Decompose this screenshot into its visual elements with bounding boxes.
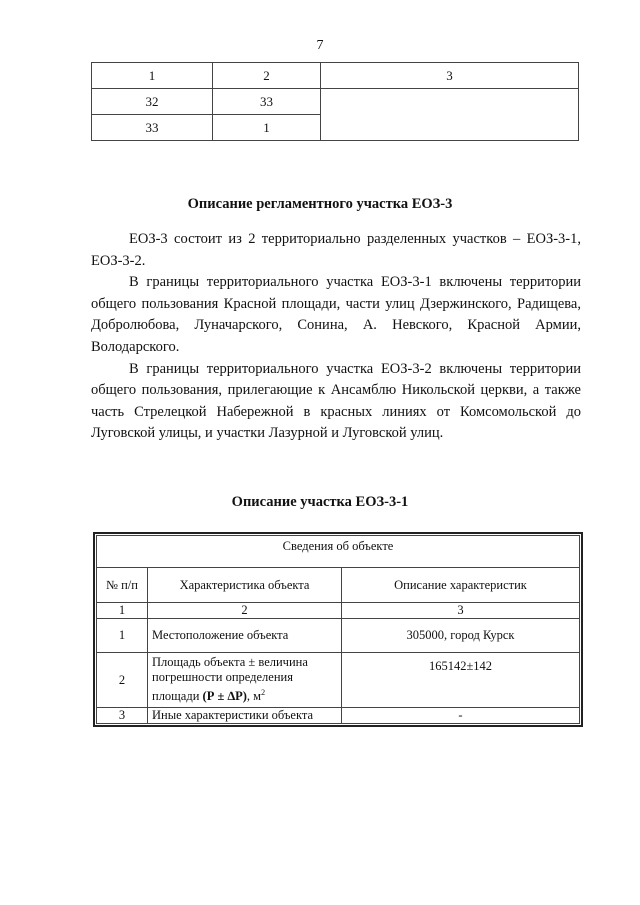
table-cell: 3 bbox=[321, 63, 579, 89]
continuation-table bbox=[91, 62, 579, 141]
subsection-title: Описание участка ЕОЗ-3-1 bbox=[231, 494, 409, 510]
column-header: Описание характеристик bbox=[342, 568, 580, 603]
table-cell: 33 bbox=[92, 115, 213, 141]
unit-exponent: 2 bbox=[261, 688, 266, 698]
object-info-table-frame bbox=[93, 532, 583, 727]
paragraph: В границы территориального участка ЕОЗ-3-1 включены территории общего пользования Красной площади, части улиц Дзержинского, Радищева, Добролюбова, Луначарского, Сонина, А. Невского, Красной Армии, Володарского. bbox=[91, 274, 581, 355]
column-number: 1 bbox=[97, 603, 148, 619]
characteristic-name bbox=[148, 653, 342, 708]
characteristic-value: 165142±142 bbox=[342, 653, 580, 708]
row-number: 2 bbox=[97, 653, 148, 708]
table-cell: 33 bbox=[213, 89, 321, 115]
characteristic-name: Иные характеристики объекта bbox=[148, 708, 342, 724]
column-header: Характеристика объекта bbox=[148, 568, 342, 603]
column-number: 2 bbox=[148, 603, 342, 619]
formula: (Р ± ∆Р) bbox=[202, 689, 247, 704]
column-number: 3 bbox=[342, 603, 580, 619]
paragraph: В границы территориального участка ЕОЗ-3-2 включены территории общего пользования, прилегающие к Ансамблю Никольской церкви, а также часть Стрелецкой Набережной в красных линиях от Комсомольской до Луговской улицы, и участки Лазурной и Луговской улиц. bbox=[91, 360, 581, 442]
characteristic-name: Местоположение объекта bbox=[148, 619, 342, 653]
table-cell: 1 bbox=[92, 63, 213, 89]
paragraph: ЕОЗ-3 состоит из 2 территориально разделенных участков – ЕОЗ-3-1, ЕОЗ-3-2. bbox=[91, 231, 581, 269]
table-cell: 1 bbox=[213, 115, 321, 141]
table-caption: Сведения об объекте bbox=[97, 536, 580, 568]
table-row bbox=[97, 619, 580, 653]
object-info-table bbox=[96, 535, 580, 724]
section-body bbox=[91, 229, 581, 445]
table-cell: 2 bbox=[213, 63, 321, 89]
column-header: № п/п bbox=[97, 568, 148, 603]
section-title: Описание регламентного участка ЕОЗ-3 bbox=[187, 196, 453, 212]
page-number: 7 bbox=[316, 38, 324, 53]
table-row bbox=[97, 653, 580, 708]
row-number: 1 bbox=[97, 619, 148, 653]
table-header-row bbox=[92, 63, 579, 89]
table-row bbox=[92, 89, 579, 115]
characteristic-value: - bbox=[342, 708, 580, 724]
table-cell-merged bbox=[321, 89, 579, 141]
name-text: Площадь объекта ± величина погрешности определения площади bbox=[152, 655, 308, 704]
characteristic-value: 305000, город Курск bbox=[342, 619, 580, 653]
table-row bbox=[97, 708, 580, 724]
table-cell: 32 bbox=[92, 89, 213, 115]
unit: , м bbox=[246, 689, 262, 704]
row-number: 3 bbox=[97, 708, 148, 724]
